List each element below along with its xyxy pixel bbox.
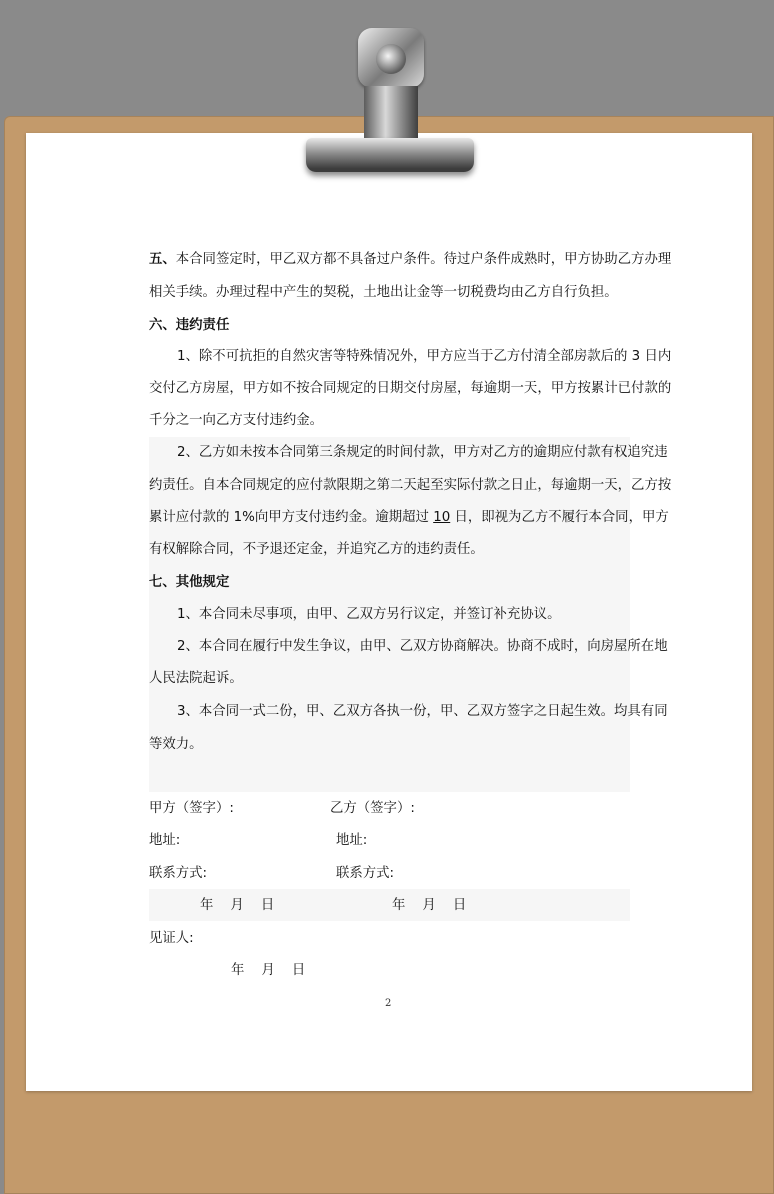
body-line (149, 251, 671, 269)
body-line: 等效力。 (149, 737, 203, 752)
body-line: 1、除不可抗拒的自然灾害等特殊情况外，甲方应当于乙方付清全部房款后的 3 日内 (177, 349, 672, 364)
body-line: 人民法院起诉。 (149, 671, 243, 686)
overdue-days: 10 (433, 510, 451, 525)
party-b-date: 年 月 日 (392, 898, 467, 913)
party-a-signature-label: 甲方（签字）: (149, 801, 234, 816)
body-line: 3、本合同一式二份，甲、乙双方各执一份，甲、乙双方签字之日起生效。均具有同 (177, 704, 668, 719)
body-line: 2、乙方如未按本合同第三条规定的时间付款，甲方对乙方的逾期应付款有权追究违 (177, 445, 668, 460)
section-heading: 六、违约责任 (149, 318, 230, 333)
body-line: 交付乙方房屋，甲方如不按合同规定的日期交付房屋，每逾期一天，甲方按累计已付款的 (149, 381, 672, 396)
line-text: 累计应付款的 1%向甲方支付违约金。逾期超过 (149, 510, 434, 525)
party-b-signature-label: 乙方（签字）: (330, 801, 415, 816)
body-line: 2、本合同在履行中发生争议，由甲、乙双方协商解决。协商不成时，向房屋所在地 (177, 639, 668, 654)
party-a-contact-label: 联系方式: (149, 866, 208, 881)
line-text: 日，即视为乙方不履行本合同，甲方 (450, 510, 669, 525)
page-number: 2 (385, 998, 392, 1009)
clip-ring-icon (358, 28, 424, 88)
body-line (149, 509, 669, 527)
party-a-address-label: 地址: (149, 833, 181, 848)
body-line: 有权解除合同，不予退还定金，并追究乙方的违约责任。 (149, 542, 484, 557)
party-b-address-label: 地址: (336, 833, 368, 848)
witness-date: 年 月 日 (231, 963, 306, 978)
clip-base (306, 138, 474, 172)
line-text: 本合同签定时，甲乙双方都不具备过户条件。待过户条件成熟时，甲方协助乙方办理 (175, 252, 672, 267)
body-line: 相关手续。办理过程中产生的契税，土地出让金等一切税费均由乙方自行负担。 (149, 285, 618, 300)
body-line: 1、本合同未尽事项，由甲、乙双方另行议定，并签订补充协议。 (177, 607, 561, 622)
section-heading: 七、其他规定 (149, 575, 230, 590)
binder-clip (300, 28, 480, 178)
body-line: 约责任。自本合同规定的应付款限期之第二天起至实际付款之日止，每逾期一天，乙方按 (149, 478, 672, 493)
party-b-contact-label: 联系方式: (336, 866, 395, 881)
witness-label: 见证人: (149, 931, 194, 946)
party-a-date: 年 月 日 (200, 898, 275, 913)
section-number: 五、 (149, 252, 176, 267)
body-line: 千分之一向乙方支付违约金。 (149, 413, 324, 428)
